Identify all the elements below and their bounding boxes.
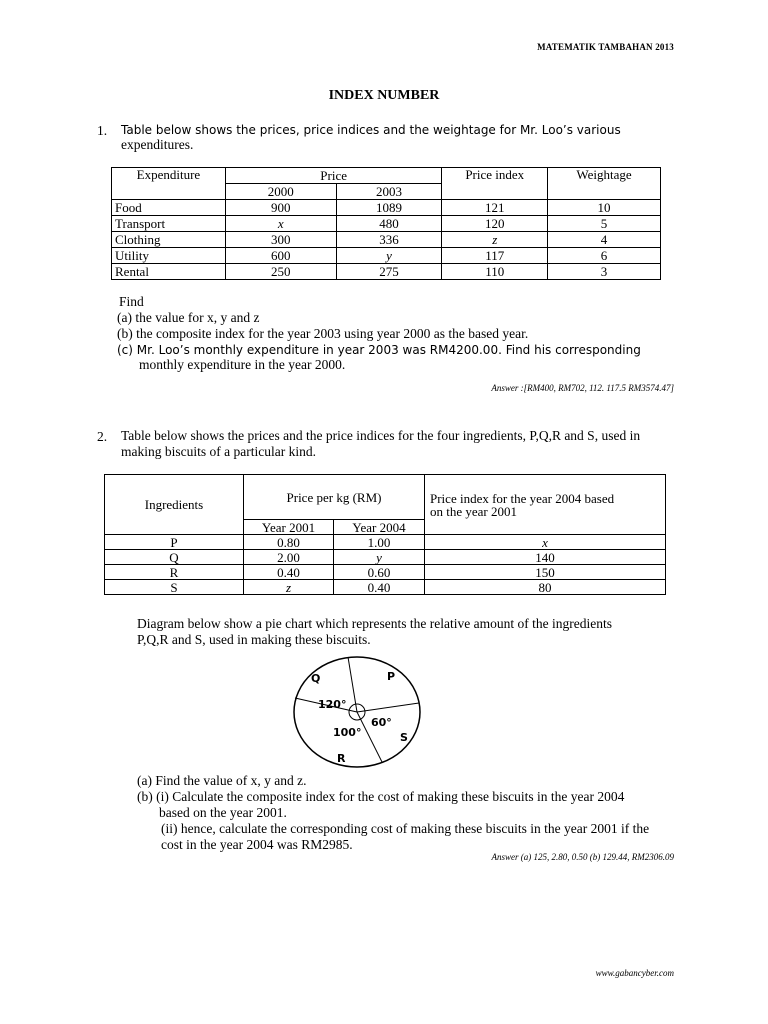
pie-angle-q: 120° [318, 698, 347, 711]
table-row [105, 565, 666, 580]
expenditure-cell: Clothing [112, 232, 226, 248]
q1-header-expenditure: Expenditure [112, 168, 226, 200]
table-row [112, 200, 661, 216]
price-2000-cell: 300 [225, 232, 336, 248]
pie-label-s: S [400, 731, 408, 744]
price-index-cell: 110 [442, 264, 548, 280]
table-row [105, 580, 666, 595]
price-2001-cell: 0.40 [244, 565, 334, 580]
q2-header-index-line2: on the year 2001 [430, 503, 518, 519]
q2-table [104, 474, 666, 595]
price-index-cell: 150 [425, 565, 666, 580]
price-2003-cell: y [336, 248, 442, 264]
price-2003-cell: 336 [336, 232, 442, 248]
q2-header-2001: Year 2001 [244, 520, 334, 535]
q1-answer: Answer :[RM400, RM702, 112. 117.5 RM3574.47] [491, 383, 674, 393]
weightage-cell: 6 [548, 248, 661, 264]
q1-header-weightage: Weightage [548, 168, 661, 200]
pie-label-r: R [337, 752, 346, 765]
pie-angle-s: 60° [371, 716, 392, 729]
pie-label-q: Q [311, 672, 321, 685]
price-2004-cell: 1.00 [334, 535, 425, 550]
pie-angle-r: 100° [333, 726, 362, 739]
q2-part-b-line2: based on the year 2001. [159, 805, 287, 820]
q1-intro-line2: expenditures. [121, 137, 194, 152]
price-index-cell: 140 [425, 550, 666, 565]
price-2004-cell: y [334, 550, 425, 565]
ingredient-cell: Q [105, 550, 244, 565]
q1-find: Find [119, 294, 144, 309]
expenditure-cell: Rental [112, 264, 226, 280]
table-row [112, 248, 661, 264]
ingredient-cell: S [105, 580, 244, 595]
weightage-cell: 10 [548, 200, 661, 216]
weightage-cell: 4 [548, 232, 661, 248]
pie-chart [285, 655, 435, 775]
expenditure-cell: Utility [112, 248, 226, 264]
price-2004-cell: 0.40 [334, 580, 425, 595]
price-2003-cell: 275 [336, 264, 442, 280]
price-2000-cell: x [225, 216, 336, 232]
price-index-cell: z [442, 232, 548, 248]
ingredient-cell: P [105, 535, 244, 550]
q2-answer: Answer (a) 125, 2.80, 0.50 (b) 129.44, RM2306.09 [491, 852, 674, 862]
page-footer-url: www.gabancyber.com [595, 968, 674, 978]
q1-header-2003: 2003 [336, 184, 442, 200]
table-row [112, 264, 661, 280]
q1-table [111, 167, 661, 280]
q2-part-a: (a) Find the value of x, y and z. [137, 773, 307, 788]
price-index-cell: 80 [425, 580, 666, 595]
q2-diagram-line2: P,Q,R and S, used in making these biscuits. [137, 632, 371, 647]
expenditure-cell: Transport [112, 216, 226, 232]
q2-intro-line1: Table below shows the prices and the price indices for the four ingredients, P,Q,R and S, used in [121, 428, 641, 443]
price-2001-cell: 2.00 [244, 550, 334, 565]
q2-part-b-line4: cost in the year 2004 was RM2985. [161, 837, 353, 852]
q1-header-2000: 2000 [225, 184, 336, 200]
q1-header-price-index: Price index [442, 168, 548, 200]
q1-part-a: (a) the value for x, y and z [117, 310, 260, 325]
q1-header-price: Price [225, 168, 442, 184]
q1-part-c-line1: (c) Mr. Loo’s monthly expenditure in year 2003 was RM4200.00. Find his corresponding [117, 343, 641, 357]
q2-diagram-line1: Diagram below show a pie chart which represents the relative amount of the ingredients [137, 616, 612, 631]
weightage-cell: 5 [548, 216, 661, 232]
price-index-cell: 121 [442, 200, 548, 216]
weightage-cell: 3 [548, 264, 661, 280]
q2-part-b-line1: (b) (i) Calculate the composite index for the cost of making these biscuits in the year 2004 [137, 789, 625, 804]
q2-number: 2. [97, 429, 108, 444]
price-2003-cell: 1089 [336, 200, 442, 216]
q1-intro-line1: Table below shows the prices, price indices and the weightage for Mr. Loo’s various [121, 123, 621, 137]
price-2001-cell: 0.80 [244, 535, 334, 550]
ingredient-cell: R [105, 565, 244, 580]
q2-intro-line2: making biscuits of a particular kind. [121, 444, 316, 459]
page-header: MATEMATIK TAMBAHAN 2013 [537, 42, 674, 52]
table-row [112, 216, 661, 232]
pie-label-p: P [387, 670, 396, 683]
price-index-cell: 117 [442, 248, 548, 264]
q2-header-price: Price per kg (RM) [244, 475, 425, 520]
q1-part-c-line2: monthly expenditure in the year 2000. [139, 357, 346, 372]
price-2000-cell: 250 [225, 264, 336, 280]
q2-part-b-line3: (ii) hence, calculate the corresponding cost of making these biscuits in the year 2001 if the [161, 821, 650, 836]
table-row [105, 535, 666, 550]
price-2000-cell: 900 [225, 200, 336, 216]
q1-part-b: (b) the composite index for the year 2003 using year 2000 as the based year. [117, 326, 529, 341]
q2-header-2004: Year 2004 [334, 520, 425, 535]
q2-header-price-index [425, 475, 666, 535]
price-2004-cell: 0.60 [334, 565, 425, 580]
price-index-cell: 120 [442, 216, 548, 232]
q1-number: 1. [97, 123, 108, 138]
price-2003-cell: 480 [336, 216, 442, 232]
expenditure-cell: Food [112, 200, 226, 216]
price-2001-cell: z [244, 580, 334, 595]
table-row [112, 232, 661, 248]
price-index-cell: x [425, 535, 666, 550]
table-row [105, 550, 666, 565]
page-title: INDEX NUMBER [328, 88, 440, 103]
q2-header-ingredients: Ingredients [105, 475, 244, 535]
q2-header-index-line1: Price index for the year 2004 based [430, 490, 615, 506]
price-2000-cell: 600 [225, 248, 336, 264]
pie-spoke-ps [357, 703, 419, 712]
